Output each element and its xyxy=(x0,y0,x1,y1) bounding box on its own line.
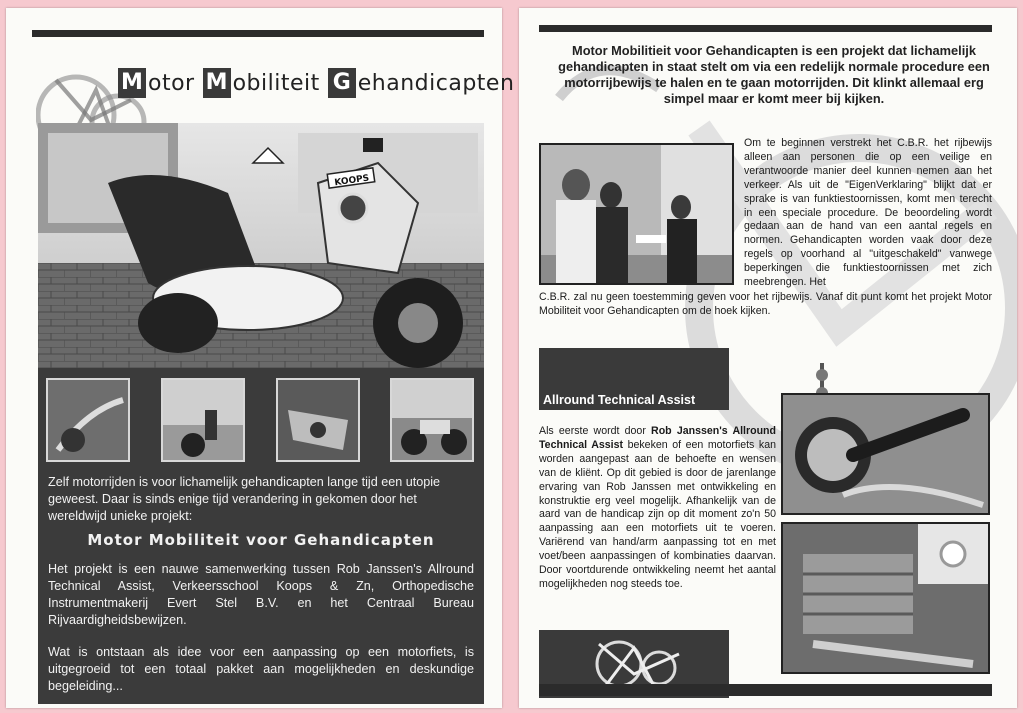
hero-plate-text: KOOPS xyxy=(333,173,370,189)
thumbnail-rider xyxy=(161,378,245,462)
thumbnail-footpeg xyxy=(276,378,360,462)
title-word-gehandicapten: ehandicapten xyxy=(357,70,515,96)
handlebar-adaptation-photo xyxy=(781,393,990,515)
assist-text xyxy=(539,425,776,592)
hero-motorcycle-photo xyxy=(38,123,484,373)
thumbnail-handlebar xyxy=(46,378,130,462)
assist-text-lead: Als eerste wordt door xyxy=(539,425,652,437)
assist-text-rest: bekeken of een motorfiets kan worden aangepast aan de behoefte en wensen van de kliënt. Op dit gebied is door de jarenlange ervaring van Rob Janssen met ontwikkeling en konstruktie erg veel mogelijk. Afhankelijk van de aard van de handicap zijn op dit moment zo'n 50 aanpassing aan een motorfiets uit te voeren. Variërend van hand/arm aanpassing tot en met voet/been aanpassingen of kombinaties daarvan. Door voortdurende ontwikkeling neemt het aantal mogelijkheden nog steeds toe. xyxy=(539,438,776,590)
engine-adaptation-photo xyxy=(781,522,990,674)
bottom-rule xyxy=(539,684,992,696)
section-header-box xyxy=(539,348,729,410)
left-page xyxy=(6,8,515,708)
cbr-text-continued: C.B.R. zal nu geen toestemming geven voor het rijbewijs. Vanaf dit punt komt het projekt Motor Mobiliteit voor Gehandicapten om de hoek kijken. xyxy=(539,291,992,317)
top-rule xyxy=(32,30,484,37)
title-initial-m2: M xyxy=(203,68,231,98)
thumbnail-bike-side xyxy=(390,378,474,462)
page-title xyxy=(118,68,522,98)
project-name: Motor Mobiliteit voor Gehandicapten xyxy=(87,531,435,549)
origin-text: Wat is ontstaan als idee voor een aanpassing op een motorfiets, is uitgegroeid tot een totaal pakket aan mogelijkheden en deskundige begeleiding... xyxy=(48,645,474,693)
top-rule xyxy=(539,25,992,32)
title-word-mobiliteit: obiliteit xyxy=(232,70,320,96)
intro-text: Zelf motorrijden is voor lichamelijk gehandicapten lange tijd een utopie geweest. Daar is sinds enige tijd verandering in gekomen door het wereldwijd unieke projekt: xyxy=(48,475,441,523)
intro-heading: Motor Mobilitieit voor Gehandicapten is een projekt dat lichamelijk gehandicapten in staat stelt om via een redelijk normale procedure een motorrijbewijs te halen en te gaan motorrijden. Dit klinkt allemaal erg simpel maar er komt meer bij kijken. xyxy=(558,43,990,106)
title-word-motor: otor xyxy=(148,70,195,96)
cbr-text: Om te beginnen verstrekt het C.B.R. het rijbewijs alleen aan personen die op een veilige en verantwoorde manier deel kunnen nemen aan het verkeer. Als uit de "EigenVerklaring" blijkt dat er sprake is van funktiestoornissen, komt men terecht in een speciale procedure. De beoordeling wordt gedaan aan de hand van een aantal regels en normen. Gehandicapten worden vaak door deze regels op voorhand al "uitgeschakeld" vanwege beperkingen die funktiestoornissen met zich meebrengen. Het xyxy=(744,137,992,289)
thumbnail-strip xyxy=(46,378,476,463)
title-initial-m1: M xyxy=(118,68,146,98)
section-title: Allround Technical Assist xyxy=(543,393,696,407)
title-initial-g: G xyxy=(328,68,356,98)
collaboration-text: Het projekt is een nauwe samenwerking tussen Rob Janssen's Allround Technical Assist, Verkeersschool Koops & Zn, Orthopedische Instrumentmakerij Evert Stel B.V. en het Centraal Bureau Rijvaardigheidsbewijzen. xyxy=(48,562,474,627)
right-page xyxy=(519,8,1017,708)
assist-company-name: Rob Janssen's Allround Technical Assist xyxy=(539,425,776,451)
meeting-photo xyxy=(539,143,734,285)
